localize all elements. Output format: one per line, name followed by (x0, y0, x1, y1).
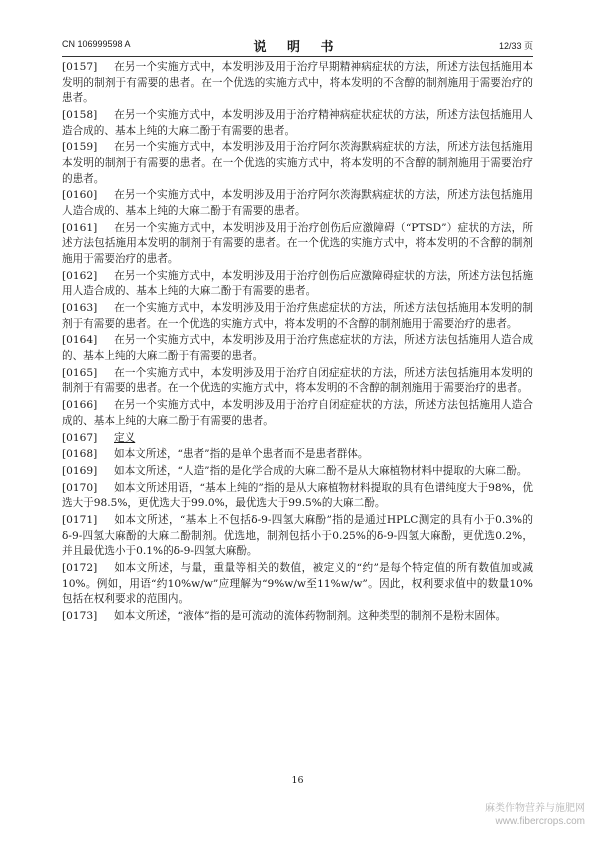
paragraph (62, 366, 533, 397)
paragraph-number: [0158] (62, 108, 98, 121)
paragraph-text: 如本文所述，“液体”指的是可流动的流体药物制剂。这种类型的制剂不是粉末固体。 (114, 610, 507, 623)
paragraph-text: 在另一个实施方式中，本发明涉及用于治疗早期精神病症状的方法，所述方法包括施用本发明的制剂于有需要的患者。在一个优选的实施方式中，将本发明的不含醇的制剂施用于需要治疗的患者。 (62, 61, 533, 105)
paragraph-number: [0160] (62, 189, 98, 202)
paragraph-number: [0172] (62, 562, 98, 575)
paragraph (62, 561, 533, 608)
paragraph-number: [0170] (62, 481, 98, 494)
section-heading-paragraph (62, 431, 533, 447)
paragraph-text: 在一个实施方式中，本发明涉及用于治疗焦虑症状的方法，所述方法包括施用本发明的制剂于有需要的患者。在一个优选的实施方式中，将本发明的不含醇的制剂施用于需要治疗的患者。 (62, 302, 533, 330)
paragraph (62, 140, 533, 187)
paragraph-number: [0159] (62, 141, 98, 154)
document-body (62, 60, 533, 626)
paragraph (62, 481, 533, 512)
paragraph (62, 108, 533, 139)
paragraph-text: 如本文所述，“患者”指的是单个患者而不是患者群体。 (114, 448, 369, 461)
paragraph-text: 在另一个实施方式中，本发明涉及用于治疗阿尔茨海默病症状的方法，所述方法包括施用人造合成的、基本上纯的大麻二酚于有需要的患者。 (62, 189, 533, 217)
paragraph-text: 如本文所述，“人造”指的是化学合成的大麻二酚不是从大麻植物材料中提取的大麻二酚。 (114, 465, 528, 478)
paragraph-number: [0173] (62, 610, 98, 623)
paragraph-text: 如本文所述，“基本上不包括δ-9-四氢大麻酚”指的是通过HPLC测定的具有小于0.3%的δ-9-四氢大麻酚的大麻二酚制剂。优选地，制剂包括小于0.25%的δ-9-四氢大麻酚，更优选0.2%，并且最优选小于0.1%的δ-9-四氢大麻酚。 (62, 514, 533, 558)
paragraph-number: [0162] (62, 269, 98, 282)
section-heading: 定义 (114, 431, 136, 444)
paragraph (62, 301, 533, 332)
paragraph-text: 在另一个实施方式中，本发明涉及用于治疗焦虑症状的方法，所述方法包括施用人造合成的、基本上纯的大麻二酚于有需要的患者。 (62, 334, 533, 362)
header-rule (62, 56, 533, 57)
watermark-url: www.fibercrops.com (495, 816, 585, 827)
document-number: CN 106999598 A (62, 39, 131, 49)
paragraph (62, 464, 533, 480)
paragraph-number: [0164] (62, 334, 98, 347)
paragraph-number: [0165] (62, 366, 98, 379)
paragraph-text: 如本文所述，与量，重量等相关的数值，被定义的“约”是每个特定值的所有数值加或减10%。例如，用语“约10%w/w”应理解为“9%w/w至11%w/w”。因此，权利要求值中的数量10%包括在权利要求的范围内。 (62, 562, 533, 606)
paragraph-text: 在另一个实施方式中，本发明涉及用于治疗创伤后应激障碍症状的方法，所述方法包括施用人造合成的、基本上纯的大麻二酚于有需要的患者。 (62, 269, 533, 298)
paragraph-number: [0171] (62, 514, 98, 527)
paragraph-number: [0163] (62, 302, 98, 315)
paragraph (62, 333, 533, 364)
paragraph-text: 在另一个实施方式中，本发明涉及用于治疗精神病症状症状的方法，所述方法包括施用人造合成的、基本上纯的大麻二酚于有需要的患者。 (62, 108, 533, 137)
paragraph (62, 447, 533, 463)
paragraph-number: [0161] (62, 221, 98, 234)
paragraph-number: [0169] (62, 465, 98, 478)
paragraph-text: 在另一个实施方式中，本发明涉及用于治疗创伤后应激障碍（“PTSD”）症状的方法，所述方法包括施用本发明的制剂于有需要的患者。在一个优选的实施方式中，将本发明的不含醇的制剂施用于需要治疗的患者。 (62, 221, 533, 265)
paragraph-text: 如本文所述用语，“基本上纯的”指的是从大麻植物材料提取的具有色谱纯度大于98%，优选大于98.5%，更优选大于99.0%，最优选大于99.5%的大麻二酚。 (62, 481, 533, 510)
paragraph (62, 221, 533, 268)
paragraph-text: 在另一个实施方式中，本发明涉及用于治疗阿尔茨海默病症状的方法，所述方法包括施用本发明的制剂于有需要的患者。在一个优选的实施方式中，将本发明的不含醇的制剂施用于需要治疗的患者。 (62, 141, 533, 185)
paragraph (62, 188, 533, 219)
paragraph-number: [0157] (62, 61, 98, 73)
paragraph (62, 398, 533, 429)
paragraph-number: [0166] (62, 399, 98, 412)
paragraph (62, 609, 533, 625)
document-title: 说 明 书 (253, 40, 342, 55)
page-ratio: 12/33 页 (498, 41, 533, 51)
paragraph-text: 在一个实施方式中，本发明涉及用于治疗自闭症症状的方法，所述方法包括施用本发明的制剂于有需要的患者。在一个优选的实施方式中，将本发明的不含醇的制剂施用于需要治疗的患者。 (62, 366, 533, 395)
paragraph (62, 60, 533, 107)
paragraph-number: [0168] (62, 448, 98, 461)
watermark-site-name: 麻类作物营养与施肥网 (485, 803, 585, 814)
watermark (485, 802, 585, 828)
paragraph (62, 269, 533, 300)
paragraph-text: 在另一个实施方式中，本发明涉及用于治疗自闭症症状的方法，所述方法包括施用人造合成的、基本上纯的大麻二酚于有需要的患者。 (62, 399, 533, 427)
paragraph (62, 513, 533, 560)
page-header (62, 36, 533, 55)
page-number: 16 (291, 775, 304, 786)
paragraph-number: [0167] (62, 431, 98, 444)
